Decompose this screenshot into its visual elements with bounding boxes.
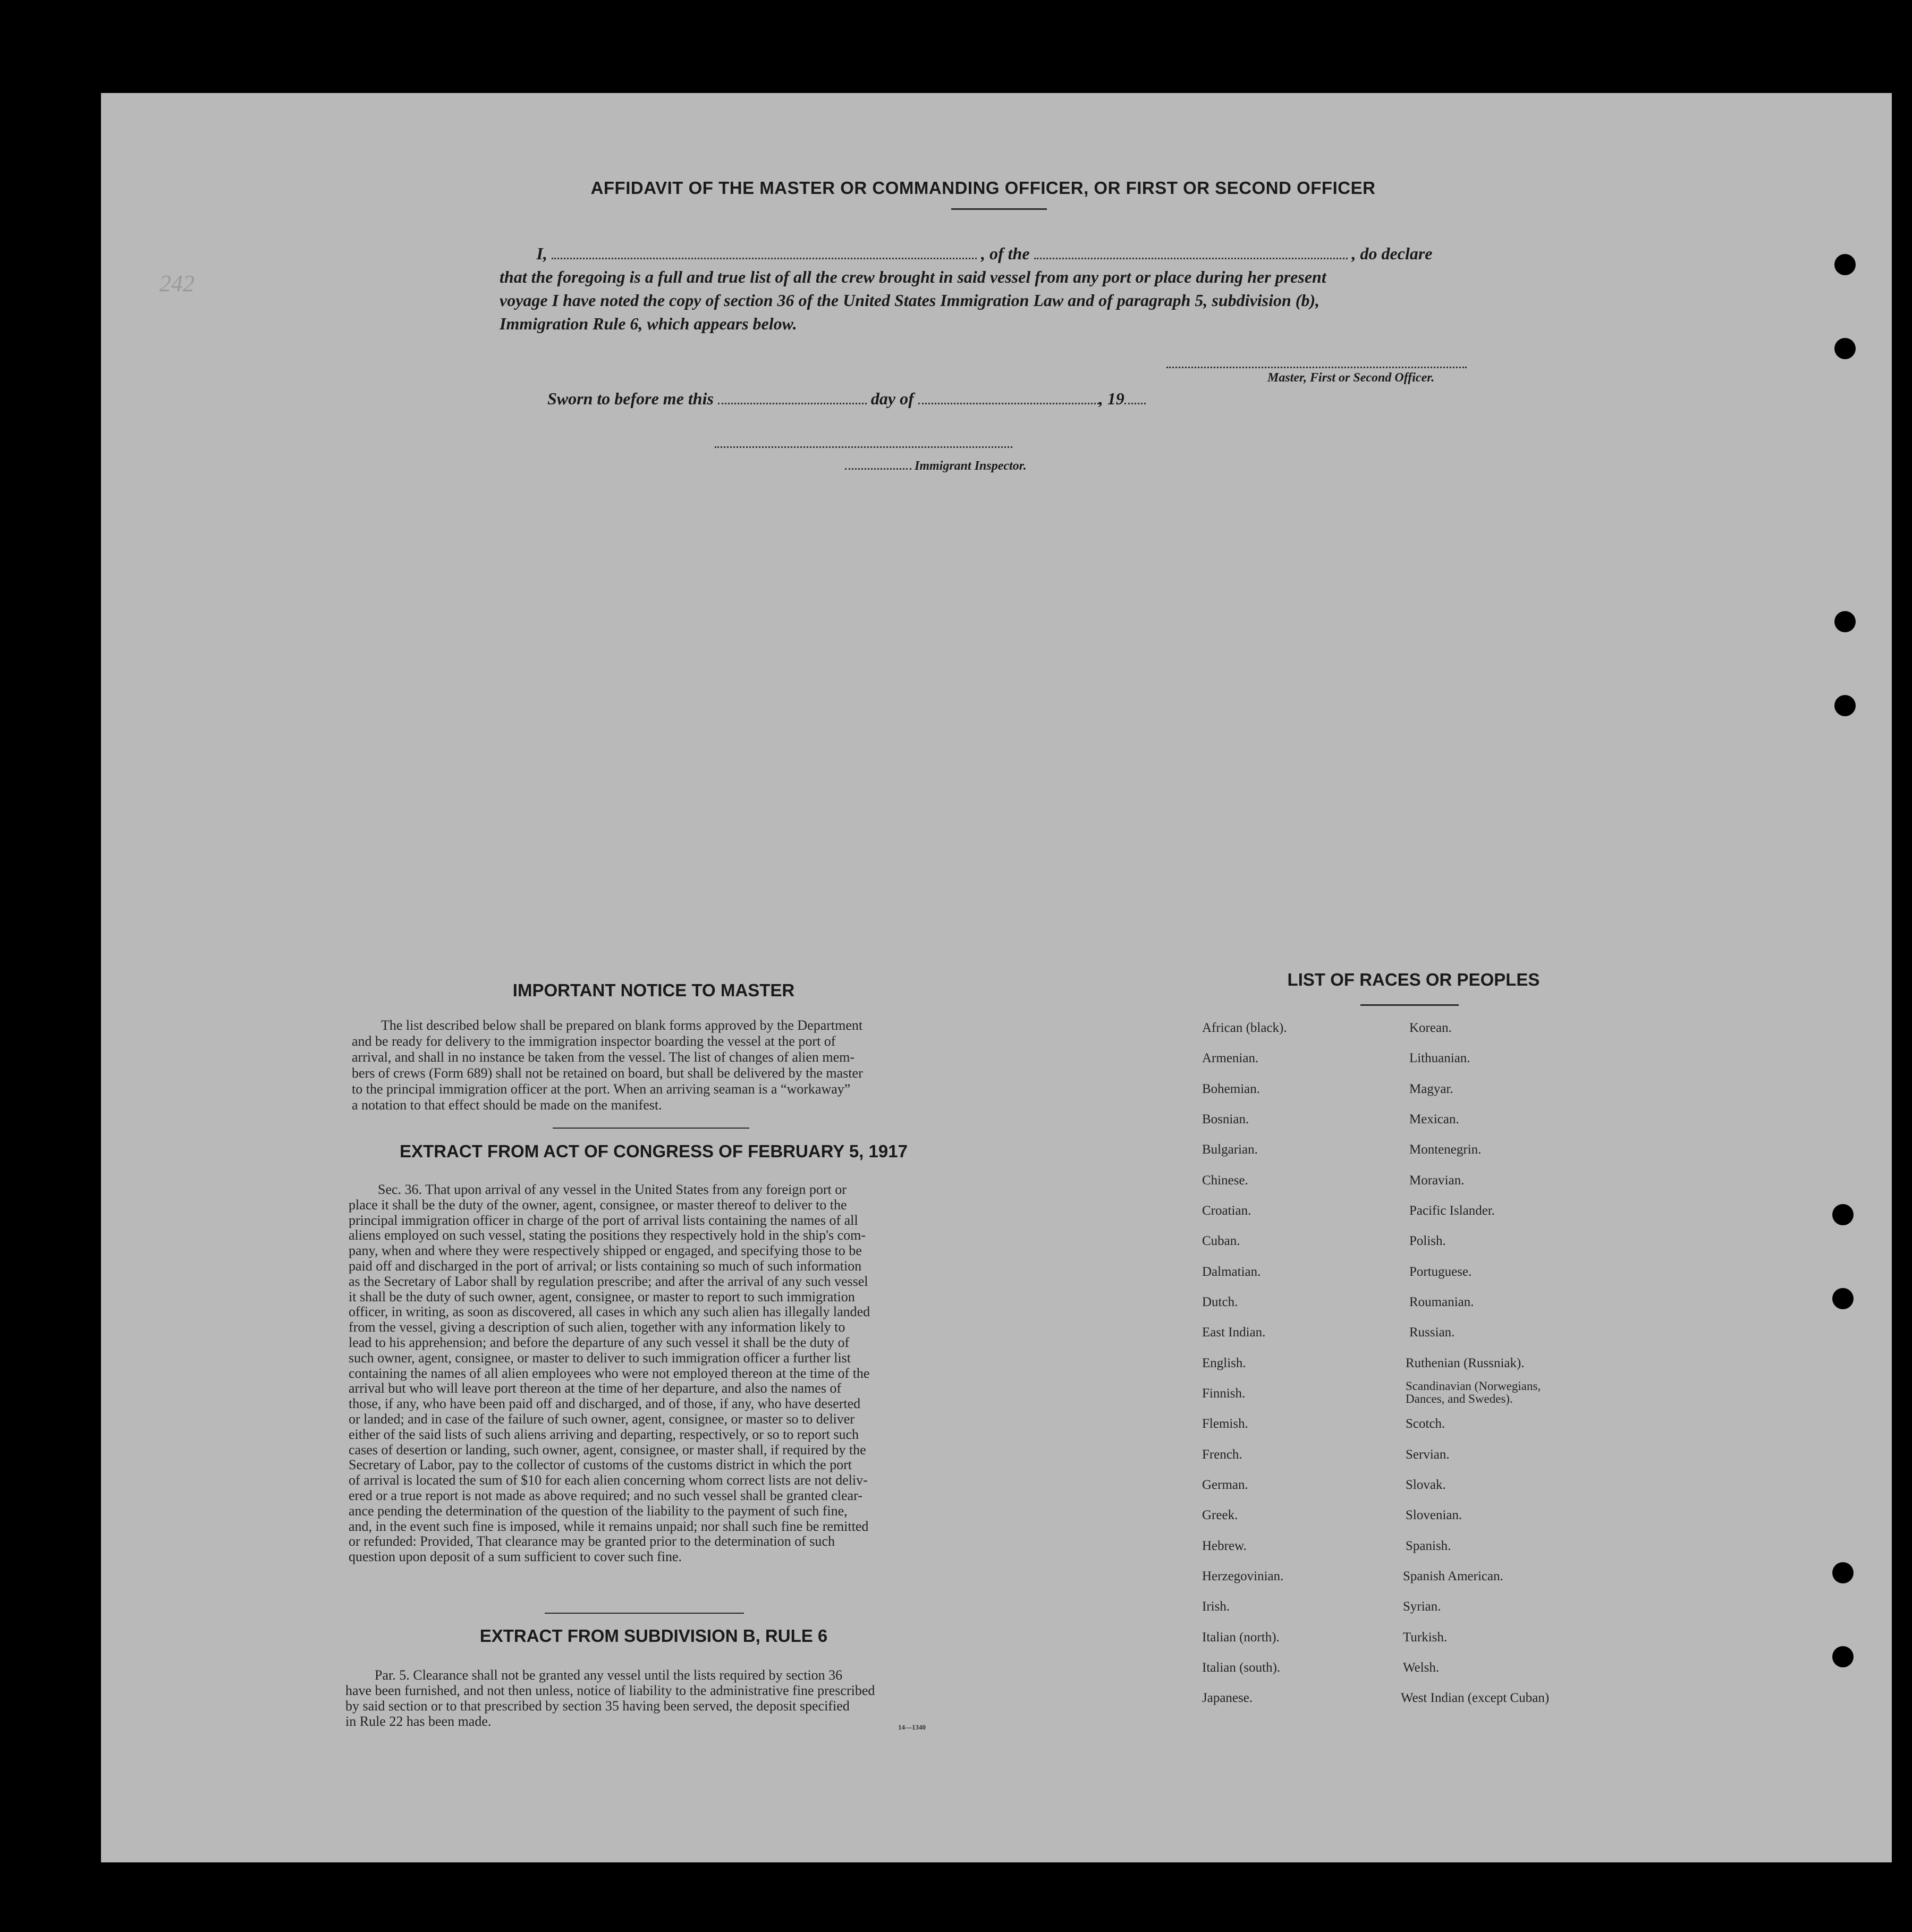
act-line: officer, in writing, as soon as discovered, all cases in which any such alien has illegally landed [349,1304,870,1320]
master-signature-line [1166,367,1467,368]
rule-line: have been furnished, and not then unless, notice of liability to the administrative fine prescribed [345,1683,875,1698]
notice-line: a notation to that effect should be made on the manifest. [352,1097,662,1113]
sworn-line [547,389,1146,409]
race-item-right: Scandinavian (Norwegians, Dances, and Swedes). [1406,1379,1541,1405]
extract-act-title: EXTRACT FROM ACT OF CONGRESS OF FEBRUARY 5, 1917 [400,1141,908,1161]
document-sheet [101,93,1892,1862]
act-line: and, in the event such fine is imposed, while it remains unpaid; nor shall such fine be remitted [349,1518,869,1534]
inspector-blank [845,465,911,470]
rule-line: in Rule 22 has been made. [345,1714,492,1729]
race-item-right: Slovenian. [1406,1508,1462,1522]
race-item-left: Greek. [1202,1508,1238,1522]
race-item-left: French. [1202,1447,1242,1462]
race-item-left: Bohemian. [1202,1082,1260,1096]
act-line: question upon deposit of a sum sufficient to cover such fine. [349,1549,682,1565]
race-item-left: Bosnian. [1202,1112,1249,1126]
race-item-left: Irish. [1202,1599,1230,1614]
sworn-day: day of [870,389,914,408]
race-item-left: Chinese. [1202,1173,1248,1188]
act-line: of arrival is located the sum of $10 for each alien concerning whom correct lists are not deliv- [349,1472,868,1488]
race-item-left: Herzegovinian. [1202,1569,1284,1583]
act-line: Secretary of Labor, pay to the collector of customs of the customs district in which the port [349,1457,852,1473]
race-item-left: Croatian. [1202,1204,1251,1218]
race-item-right: Syrian. [1403,1599,1441,1614]
margin-mark: 242 [159,270,194,296]
inspector-signature-line [715,446,1012,448]
inspector-caption: Immigrant Inspector. [915,459,1027,473]
race-item-right: Pacific Islander. [1409,1204,1495,1218]
inspector-caption-wrap [845,459,1027,473]
extract-act-body [349,1182,949,1565]
act-line: as the Secretary of Labor shall by regulation prescribe; and after the arrival of any such vessel [349,1273,868,1289]
affidavit-i: I, [536,244,547,263]
act-line: those, if any, who have been paid off and discharged, and of those, if any, who have deserted [349,1396,861,1412]
act-line: arrival but who will leave port thereon at the time of her departure, and also the names of [349,1380,841,1396]
affidavit-of-the: , of the [981,244,1030,263]
month-blank [918,400,1099,404]
extract-rule-title: EXTRACT FROM SUBDIVISION B, RULE 6 [479,1626,828,1646]
section-divider [545,1613,744,1614]
act-line: such owner, agent, consignee, or master to deliver to such immigration officer a further list [349,1350,851,1366]
affidavit-text [500,242,1499,335]
sworn-prefix: Sworn to before me this [547,389,714,408]
race-item-right: West Indian (except Cuban) [1401,1691,1550,1705]
name-blank [552,255,977,259]
notice-title: IMPORTANT NOTICE TO MASTER [512,980,795,1000]
title-rule [1360,1004,1459,1006]
act-line: ered or a true report is not made as above required; and no such vessel shall be granted clear- [349,1487,862,1503]
vessel-blank [1034,255,1348,259]
act-line: principal immigration officer in charge of the port of arrival lists containing the names of all [349,1212,858,1228]
race-item-left: Dutch. [1202,1295,1238,1309]
race-item-left: Hebrew. [1202,1539,1247,1553]
act-line: cases of desertion or landing, such owner, agent, consignee, or master shall, if required by the [349,1442,866,1458]
act-line: place it shall be the duty of the owner, agent, consignee, or master thereof to deliver to the [349,1197,847,1213]
binder-hole [1834,254,1856,275]
race-item-left: East Indian. [1202,1325,1266,1340]
notice-line: bers of crews (Form 689) shall not be retained on board, but shall be delivered by the master [352,1065,863,1081]
rule-line: Par. 5. Clearance shall not be granted any vessel until the lists required by section 36 [375,1667,843,1683]
notice-line: The list described below shall be prepared on blank forms approved by the Department [381,1018,863,1033]
race-item-right: Russian. [1409,1325,1455,1340]
affidavit-declare: , do declare [1351,244,1433,263]
act-line: pany, when and where they were respectively shipped or engaged, and specifying those to be [349,1243,862,1259]
extract-rule-body [345,1667,946,1729]
race-item-right: Spanish American. [1403,1569,1503,1583]
race-item-right: Roumanian. [1409,1295,1474,1309]
rule-line: by said section or to that prescribed by section 35 having been served, the deposit specified [345,1698,850,1714]
race-item-right: Ruthenian (Russniak). [1406,1356,1525,1370]
race-item-right: Mexican. [1409,1112,1459,1126]
section-divider [553,1128,749,1129]
binder-hole [1832,1562,1854,1583]
act-line: or refunded: Provided, That clearance may be granted prior to the determination of such [349,1533,835,1549]
race-item-right: Polish. [1409,1234,1446,1248]
act-line: Sec. 36. That upon arrival of any vessel in the United States from any foreign port or [378,1182,847,1197]
day-blank [718,400,867,404]
affidavit-line3: voyage I have noted the copy of section 36 of the United States Immigration Law and of paragraph 5, subdivision (b), [500,291,1320,310]
act-line: ance pending the determination of the question of the liability to the payment of such fine, [349,1503,848,1519]
race-item-left: Italian (north). [1202,1630,1280,1645]
binder-hole [1832,1288,1854,1309]
race-item-right: Scotch. [1406,1417,1445,1431]
race-item-left: English. [1202,1356,1246,1370]
race-item-left: Italian (south). [1202,1660,1281,1675]
race-item-right: Montenegrin. [1409,1142,1482,1157]
race-item-right: Portuguese. [1409,1265,1472,1279]
race-item-left: German. [1202,1478,1248,1492]
binder-hole [1834,695,1856,716]
race-item-left: Armenian. [1202,1051,1259,1065]
act-line: containing the names of all alien employees who were not employed thereon at the time of the [349,1365,870,1381]
race-item-right: Turkish. [1403,1630,1448,1645]
race-item-left: Dalmatian. [1202,1265,1261,1279]
race-item-right: Magyar. [1409,1082,1453,1096]
race-item-left: Japanese. [1202,1691,1253,1705]
race-item-right: Welsh. [1403,1660,1440,1675]
affidavit-line2: that the foregoing is a full and true list of all the crew brought in said vessel from any port or place during her present [500,267,1326,286]
notice-body [352,1018,952,1113]
act-line: from the vessel, giving a description of such alien, together with any information likely to [349,1319,845,1335]
race-item-right: Spanish. [1406,1539,1451,1553]
binder-hole [1832,1204,1854,1225]
act-line: or landed; and in case of the failure of such owner, agent, consignee, or master so to deliver [349,1411,855,1427]
act-line: paid off and discharged in the port of arrival; or lists containing so much of such information [349,1258,862,1274]
binder-hole [1834,611,1856,632]
race-item-left: Finnish. [1202,1386,1246,1401]
race-item-left: Flemish. [1202,1417,1248,1431]
master-caption: Master, First or Second Officer. [1267,371,1435,385]
notice-line: to the principal immigration officer at the port. When an arriving seaman is a “workaway” [352,1081,851,1097]
binder-hole [1834,338,1856,359]
race-item-right: Korean. [1409,1021,1452,1035]
binder-hole [1832,1646,1854,1667]
affidavit-title: AFFIDAVIT OF THE MASTER OR COMMANDING OFFICER, OR FIRST OR SECOND OFFICER [590,178,1376,198]
affidavit-line4: Immigration Rule 6, which appears below. [500,314,797,333]
notice-line: and be ready for delivery to the immigration inspector boarding the vessel at the port of [352,1033,836,1049]
form-number: 14—1340 [898,1723,926,1731]
act-line: lead to his apprehension; and before the departure of any such vessel it shall be the duty of [349,1334,850,1350]
race-item-right: Servian. [1406,1447,1450,1462]
act-line: either of the said lists of such aliens arriving and departing, respectively, or so to report such [349,1426,859,1442]
race-item-right: Slovak. [1406,1478,1446,1492]
race-item-right: Lithuanian. [1409,1051,1470,1065]
year-blank [1124,400,1146,404]
races-title: LIST OF RACES OR PEOPLES [1287,970,1540,989]
act-line: aliens employed on such vessel, stating the positions they respectively hold in the ship's com- [349,1227,866,1243]
sworn-year: , 19 [1098,389,1124,408]
race-item-left: Cuban. [1202,1234,1240,1248]
race-item-left: Bulgarian. [1202,1142,1258,1157]
notice-line: arrival, and shall in no instance be taken from the vessel. The list of changes of alien mem- [352,1049,855,1065]
act-line: it shall be the duty of such owner, agent, consignee, or master to report to such immigration [349,1289,855,1304]
title-rule [951,208,1047,210]
race-item-left: African (black). [1202,1021,1287,1035]
race-item-right: Moravian. [1409,1173,1465,1188]
